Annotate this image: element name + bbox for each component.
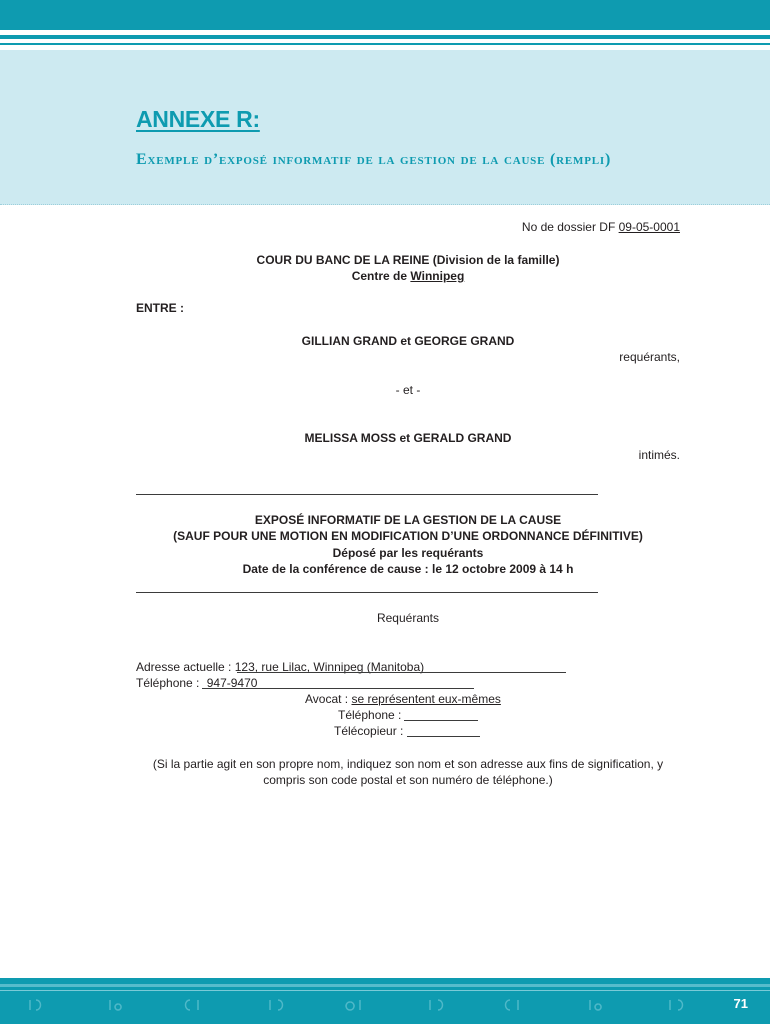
lawyer-line <box>305 691 501 707</box>
applicants-role: requérants, <box>619 350 680 364</box>
top-band <box>0 0 770 30</box>
applicants-names: GILLIAN GRAND et GEORGE GRAND <box>301 334 515 348</box>
top-stripe <box>0 35 770 39</box>
phone-underline <box>202 688 474 689</box>
court-centre-city: Winnipeg <box>410 269 465 283</box>
address-underline <box>237 672 566 673</box>
annex-subtitle: Exemple d’exposé informatif de la gestion de la cause (rempli) <box>136 151 612 168</box>
lawyer-fax-line <box>334 723 403 739</box>
page-number: 71 <box>733 996 748 1011</box>
address-label: Adresse actuelle : <box>136 660 235 674</box>
instruction-note-line1: (Si la partie agit en son propre nom, indiquez son nom et son adresse aux fins de signification, y <box>152 757 664 771</box>
instruction-note-line2: compris son code postal et son numéro de téléphone.) <box>263 773 553 787</box>
lawyer-phone-blank <box>404 720 478 721</box>
document-subtitle: (SAUF POUR UNE MOTION EN MODIFICATION D’UNE ORDONNANCE DÉFINITIVE) <box>173 529 643 543</box>
annex-title: ANNEXE R: <box>136 106 260 132</box>
court-centre <box>136 268 680 284</box>
file-number-label: No de dossier DF <box>521 220 619 234</box>
lawyer-fax-label: Télécopieur : <box>334 724 404 738</box>
conference-date: Date de la conférence de cause : le 12 octobre 2009 à 14 h <box>242 562 574 576</box>
document-title: EXPOSÉ INFORMATIF DE LA GESTION DE LA CAUSE <box>254 513 562 527</box>
divider-top <box>136 494 598 495</box>
lawyer-value: se représentent eux-mêmes <box>351 692 501 706</box>
file-number-value: 09-05-0001 <box>618 220 680 234</box>
lawyer-phone-line <box>338 707 401 723</box>
address-value: 123, rue Lilac, Winnipeg (Manitoba) <box>234 660 425 674</box>
between-label: ENTRE : <box>136 301 184 315</box>
phone-value: 947-9470 <box>206 676 258 690</box>
court-centre-label: Centre de <box>351 269 411 283</box>
top-stripe-thin <box>0 43 770 45</box>
lawyer-phone-label: Téléphone : <box>338 708 402 722</box>
section-heading: Requérants <box>376 611 440 625</box>
court-name: COUR DU BANC DE LA REINE (Division de la famille) <box>256 253 560 267</box>
filed-by: Déposé par les requérants <box>332 546 484 560</box>
respondents-role: intimés. <box>638 448 680 462</box>
respondents-names: MELISSA MOSS et GERALD GRAND <box>304 431 512 445</box>
header-panel <box>0 50 770 205</box>
lawyer-label: Avocat : <box>305 692 352 706</box>
bottom-band <box>0 978 770 1024</box>
file-number <box>522 219 680 235</box>
bottom-band-pattern <box>0 978 770 1024</box>
lawyer-fax-blank <box>407 736 480 737</box>
divider-bottom <box>136 592 598 593</box>
phone-label: Téléphone : <box>136 676 203 690</box>
parties-separator: - et - <box>395 383 421 397</box>
